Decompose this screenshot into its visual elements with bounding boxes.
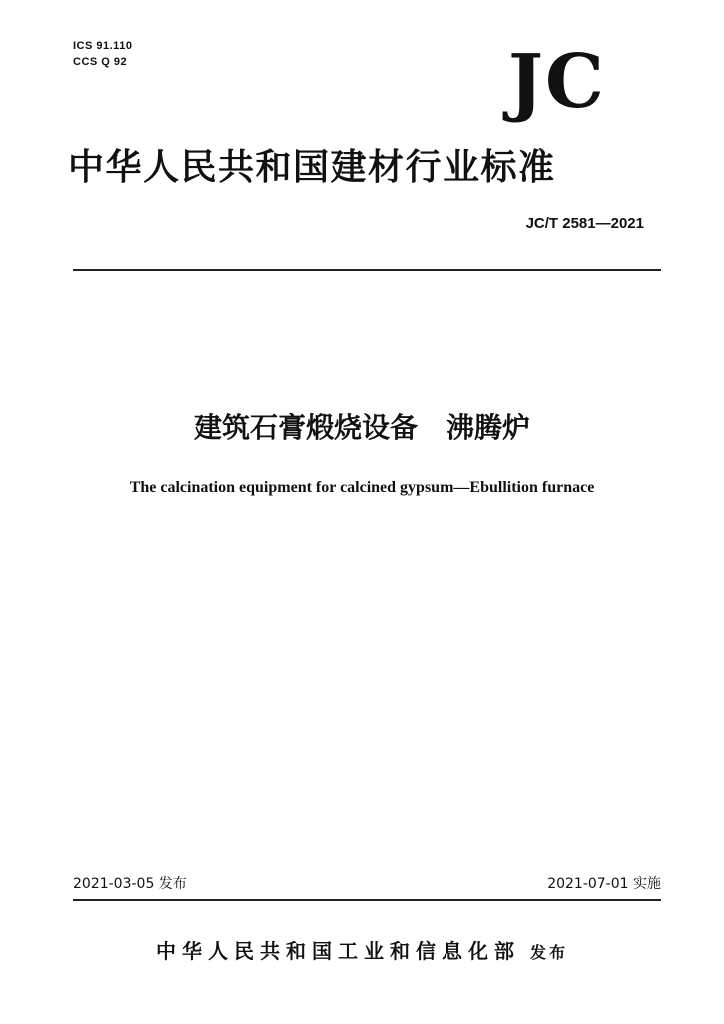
top-divider xyxy=(73,269,661,271)
classification-codes xyxy=(73,38,132,70)
publisher-action: 发布 xyxy=(529,943,568,962)
publisher-name: 中华人民共和国工业和信息化部 xyxy=(155,939,520,963)
standard-number: JC/T 2581—2021 xyxy=(525,215,644,232)
ccs-code: CCS Q 92 xyxy=(73,56,128,68)
ics-code: ICS 91.110 xyxy=(73,40,133,52)
publisher-line xyxy=(0,936,724,968)
bottom-divider xyxy=(73,899,661,901)
issue-date: 2021-03-05 发布 xyxy=(73,876,187,892)
jc-logo: JC xyxy=(508,39,606,125)
implementation-date: 2021-07-01 实施 xyxy=(547,876,661,892)
title-english: The calcination equipment for calcined gypsum—Ebullition furnace xyxy=(129,479,595,496)
title-chinese: 建筑石膏煅烧设备 沸腾炉 xyxy=(193,411,530,444)
standard-type-heading: 中华人民共和国建材行业标准 xyxy=(68,146,556,188)
